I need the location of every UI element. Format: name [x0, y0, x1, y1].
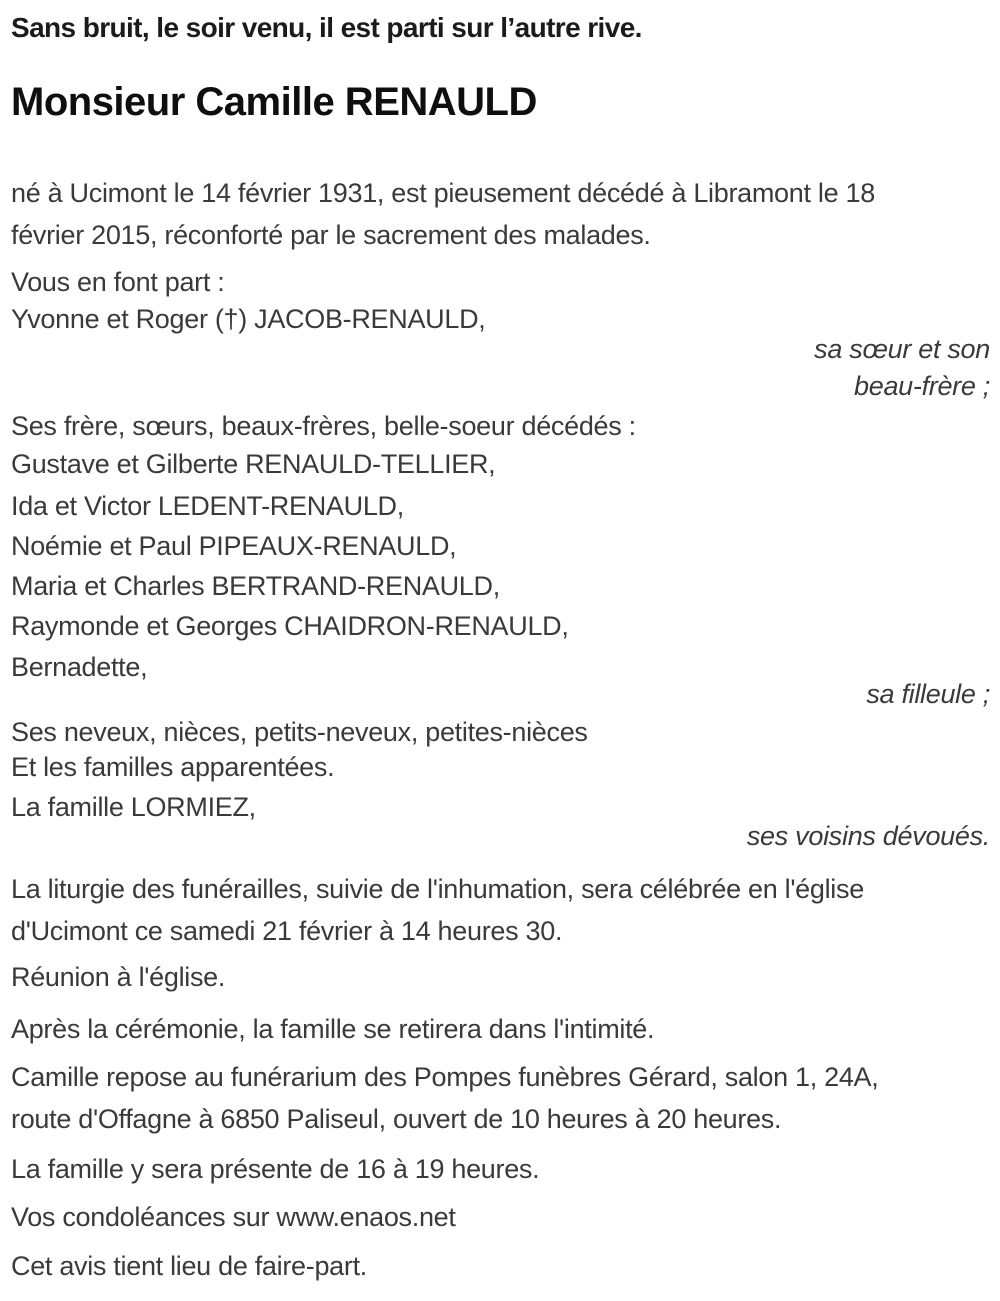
privacy-line: Après la cérémonie, la famille se retirera dans l'intimité. [11, 1014, 655, 1044]
intro-line: né à Ucimont le 14 février 1931, est pieusement décédé à Libramont le 18 [11, 178, 875, 208]
lormiez-family-line: La famille LORMIEZ, [11, 792, 256, 822]
nephews-line: Ses neveux, nièces, petits-neveux, petites-nièces [11, 717, 588, 747]
liturgy-line: La liturgie des funérailles, suivie de l'inhumation, sera célébrée en l'église [11, 874, 864, 904]
related-families-line: Et les familles apparentées. [11, 752, 335, 782]
relation-note: beau-frère ; [854, 371, 990, 401]
repose-line: route d'Offagne à 6850 Paliseul, ouvert de 10 heures à 20 heures. [11, 1104, 782, 1134]
deceased-sibling-line: Noémie et Paul PIPEAUX-RENAULD, [11, 531, 457, 561]
relation-note: ses voisins dévoués. [746, 821, 990, 851]
epigraph: Sans bruit, le soir venu, il est parti sur l’autre rive. [11, 12, 642, 43]
deceased-sibling-line: Maria et Charles BERTRAND-RENAULD, [11, 571, 500, 601]
announcement-label: Vous en font part : [11, 267, 225, 297]
meeting-line: Réunion à l'église. [11, 962, 226, 992]
deceased-siblings-header: Ses frère, sœurs, beaux-frères, belle-soeur décédés : [11, 411, 636, 441]
liturgy-line: d'Ucimont ce samedi 21 février à 14 heures 30. [11, 916, 563, 946]
deceased-sibling-line: Gustave et Gilberte RENAULD-TELLIER, [11, 449, 496, 479]
relation-note: sa sœur et son [814, 334, 990, 364]
deceased-sibling-line: Bernadette, [11, 652, 148, 682]
family-presence-line: La famille y sera présente de 16 à 19 heures. [11, 1154, 540, 1184]
condolences-line: Vos condoléances sur www.enaos.net [11, 1202, 456, 1232]
intro-line: février 2015, réconforté par le sacrement des malades. [11, 220, 651, 250]
deceased-name-heading: Monsieur Camille RENAULD [11, 80, 537, 124]
footer-faire-part-line: Cet avis tient lieu de faire-part. [11, 1251, 367, 1281]
announcer-sister-couple: Yvonne et Roger (†) JACOB-RENAULD, [11, 304, 486, 334]
deceased-sibling-line: Ida et Victor LEDENT-RENAULD, [11, 491, 404, 521]
repose-line: Camille repose au funérarium des Pompes funèbres Gérard, salon 1, 24A, [11, 1062, 879, 1092]
deceased-sibling-line: Raymonde et Georges CHAIDRON-RENAULD, [11, 611, 569, 641]
relation-note: sa filleule ; [866, 679, 990, 709]
